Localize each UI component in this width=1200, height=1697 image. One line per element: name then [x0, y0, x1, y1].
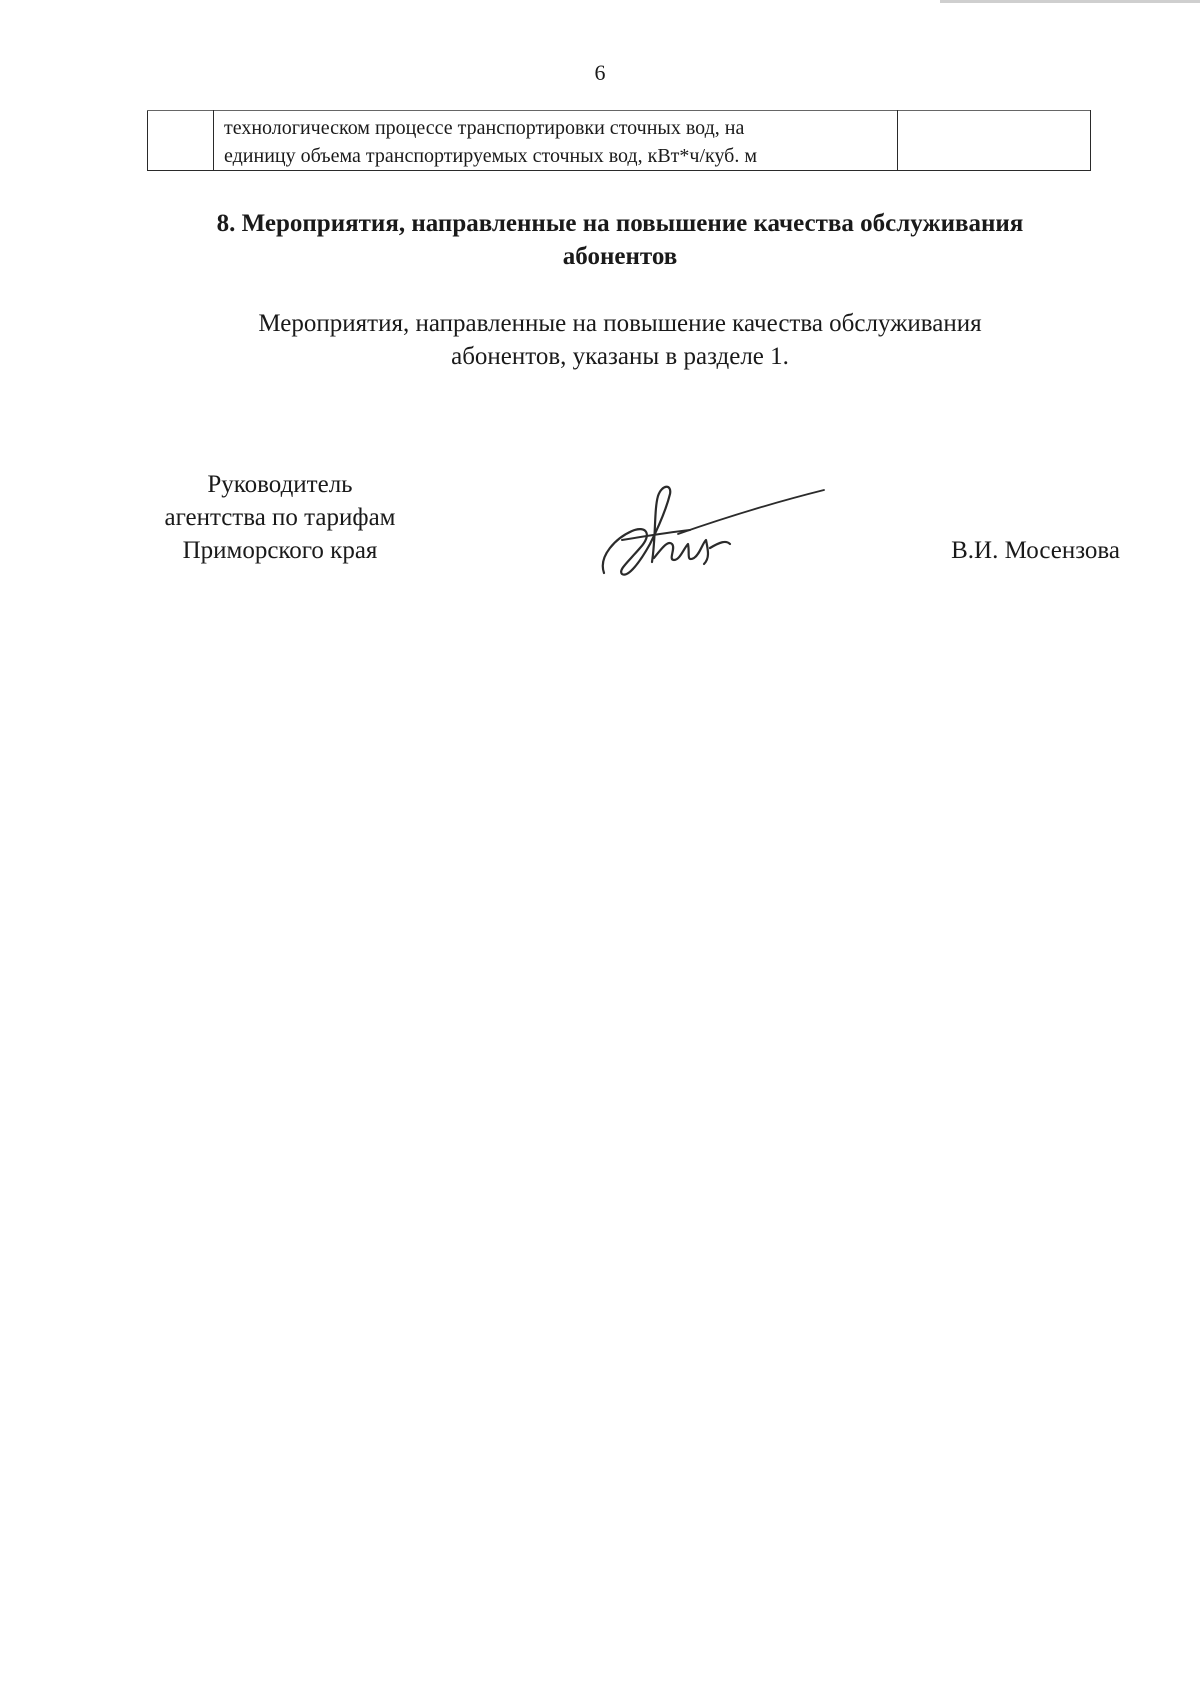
section-heading	[120, 207, 1120, 273]
section-body-line-1: Мероприятия, направленные на повышение качества обслуживания	[258, 310, 982, 337]
section-heading-line-2: абонентов	[562, 243, 678, 270]
signatory-title-line-2: агентства по тарифам	[164, 504, 396, 531]
handwritten-signature	[598, 478, 828, 588]
indicator-name-line-2: единицу объема транспортируемых сточных вод, кВт*ч/куб. м	[224, 145, 758, 167]
continued-table	[147, 110, 1091, 171]
section-body-line-2: абонентов, указаны в разделе 1.	[451, 343, 789, 370]
scan-edge-artifact	[940, 0, 1200, 3]
signatory-name: В.И. Мосензова	[951, 537, 1120, 564]
signatory-title-line-1: Руководитель	[207, 471, 353, 498]
signatory-title-line-3: Приморского края	[182, 537, 378, 564]
table-cell-number	[148, 111, 214, 171]
section-body-text	[170, 307, 1070, 373]
table-cell-indicator-name	[214, 111, 898, 171]
table-row	[148, 111, 1091, 171]
table-cell-value	[898, 111, 1091, 171]
page-number: 6	[594, 60, 606, 85]
signatory-title	[130, 468, 430, 567]
section-heading-line-1: 8. Мероприятия, направленные на повышение качества обслуживания	[216, 210, 1024, 237]
indicator-name-line-1: технологическом процессе транспортировки сточных вод, на	[224, 117, 745, 139]
